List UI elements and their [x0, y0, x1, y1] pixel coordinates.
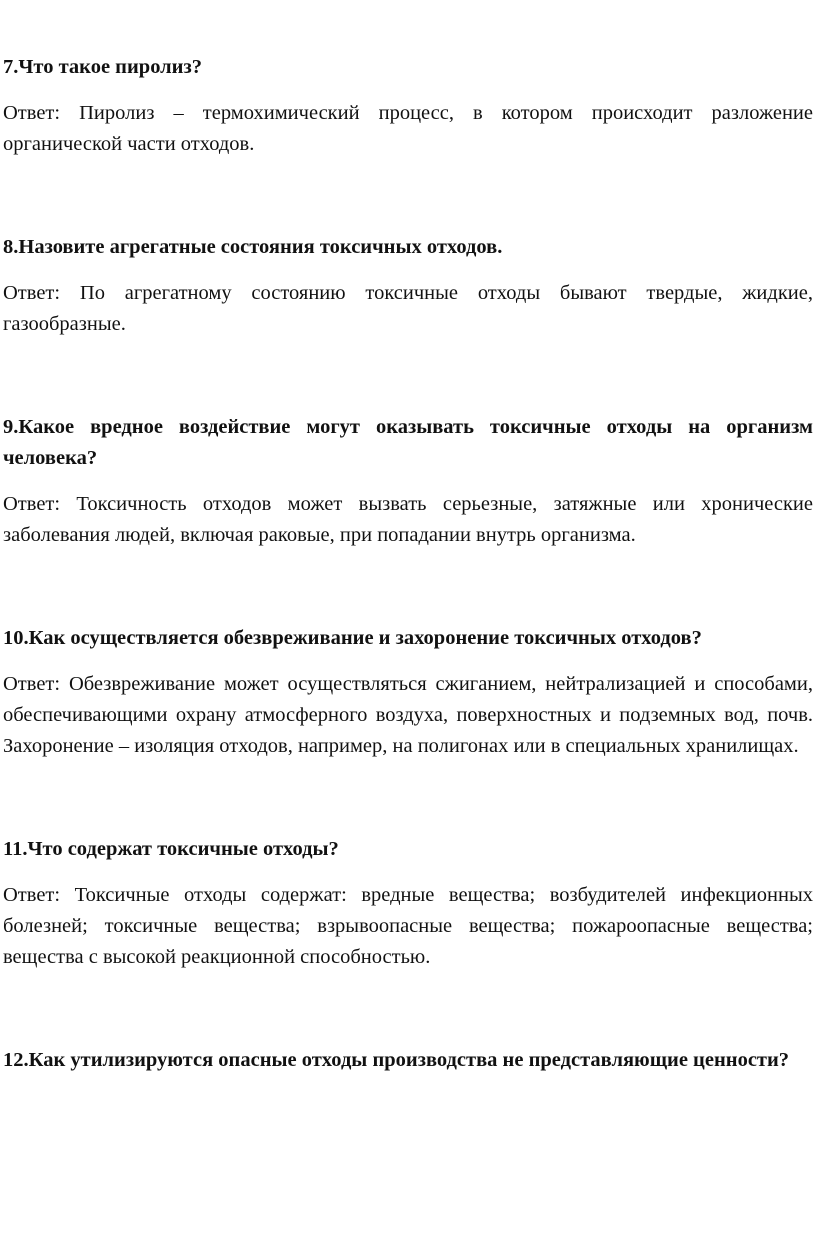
- qa-item-9: [3, 412, 813, 551]
- question-10: 10.Как осуществляется обезвреживание и захоронение токсичных отходов?: [3, 627, 702, 649]
- answer-8: Ответ: По агрегатному состоянию токсичные отходы бывают твердые, жидкие, газообразные.: [3, 282, 813, 335]
- question-8: 8.Назовите агрегатные состояния токсичных отходов.: [3, 236, 503, 258]
- answer-7: Ответ: Пиролиз – термохимический процесс, в котором происходит разложение органической части отходов.: [3, 102, 813, 155]
- answer-9: Ответ: Токсичность отходов может вызвать серьезные, затяжные или хронические заболевания людей, включая раковые, при попадании внутрь организма.: [3, 493, 813, 546]
- qa-item-8: [3, 232, 813, 340]
- answer-10: Ответ: Обезвреживание может осуществляться сжиганием, нейтрализацией и способами, обеспечивающими охрану атмосферного воздуха, поверхностных и подземных вод, почв. Захоронение – изоляция отходов, например, на полигонах или в специальных хранилищах.: [3, 673, 813, 757]
- answer-11: Ответ: Токсичные отходы содержат: вредные вещества; возбудителей инфекционных болезней; токсичные вещества; взрывоопасные вещества; пожароопасные вещества; вещества с высокой реакционной способностью.: [3, 884, 813, 968]
- question-7: 7.Что такое пиролиз?: [3, 56, 202, 78]
- qa-item-7: [3, 52, 813, 160]
- qa-item-11: [3, 834, 813, 973]
- question-9: 9.Какое вредное воздействие могут оказывать токсичные отходы на организм человека?: [3, 416, 813, 469]
- qa-item-10: [3, 623, 813, 762]
- question-12: 12.Как утилизируются опасные отходы производства не представляющие ценности?: [3, 1049, 790, 1071]
- qa-item-12: [3, 1045, 813, 1076]
- question-11: 11.Что содержат токсичные отходы?: [3, 838, 339, 860]
